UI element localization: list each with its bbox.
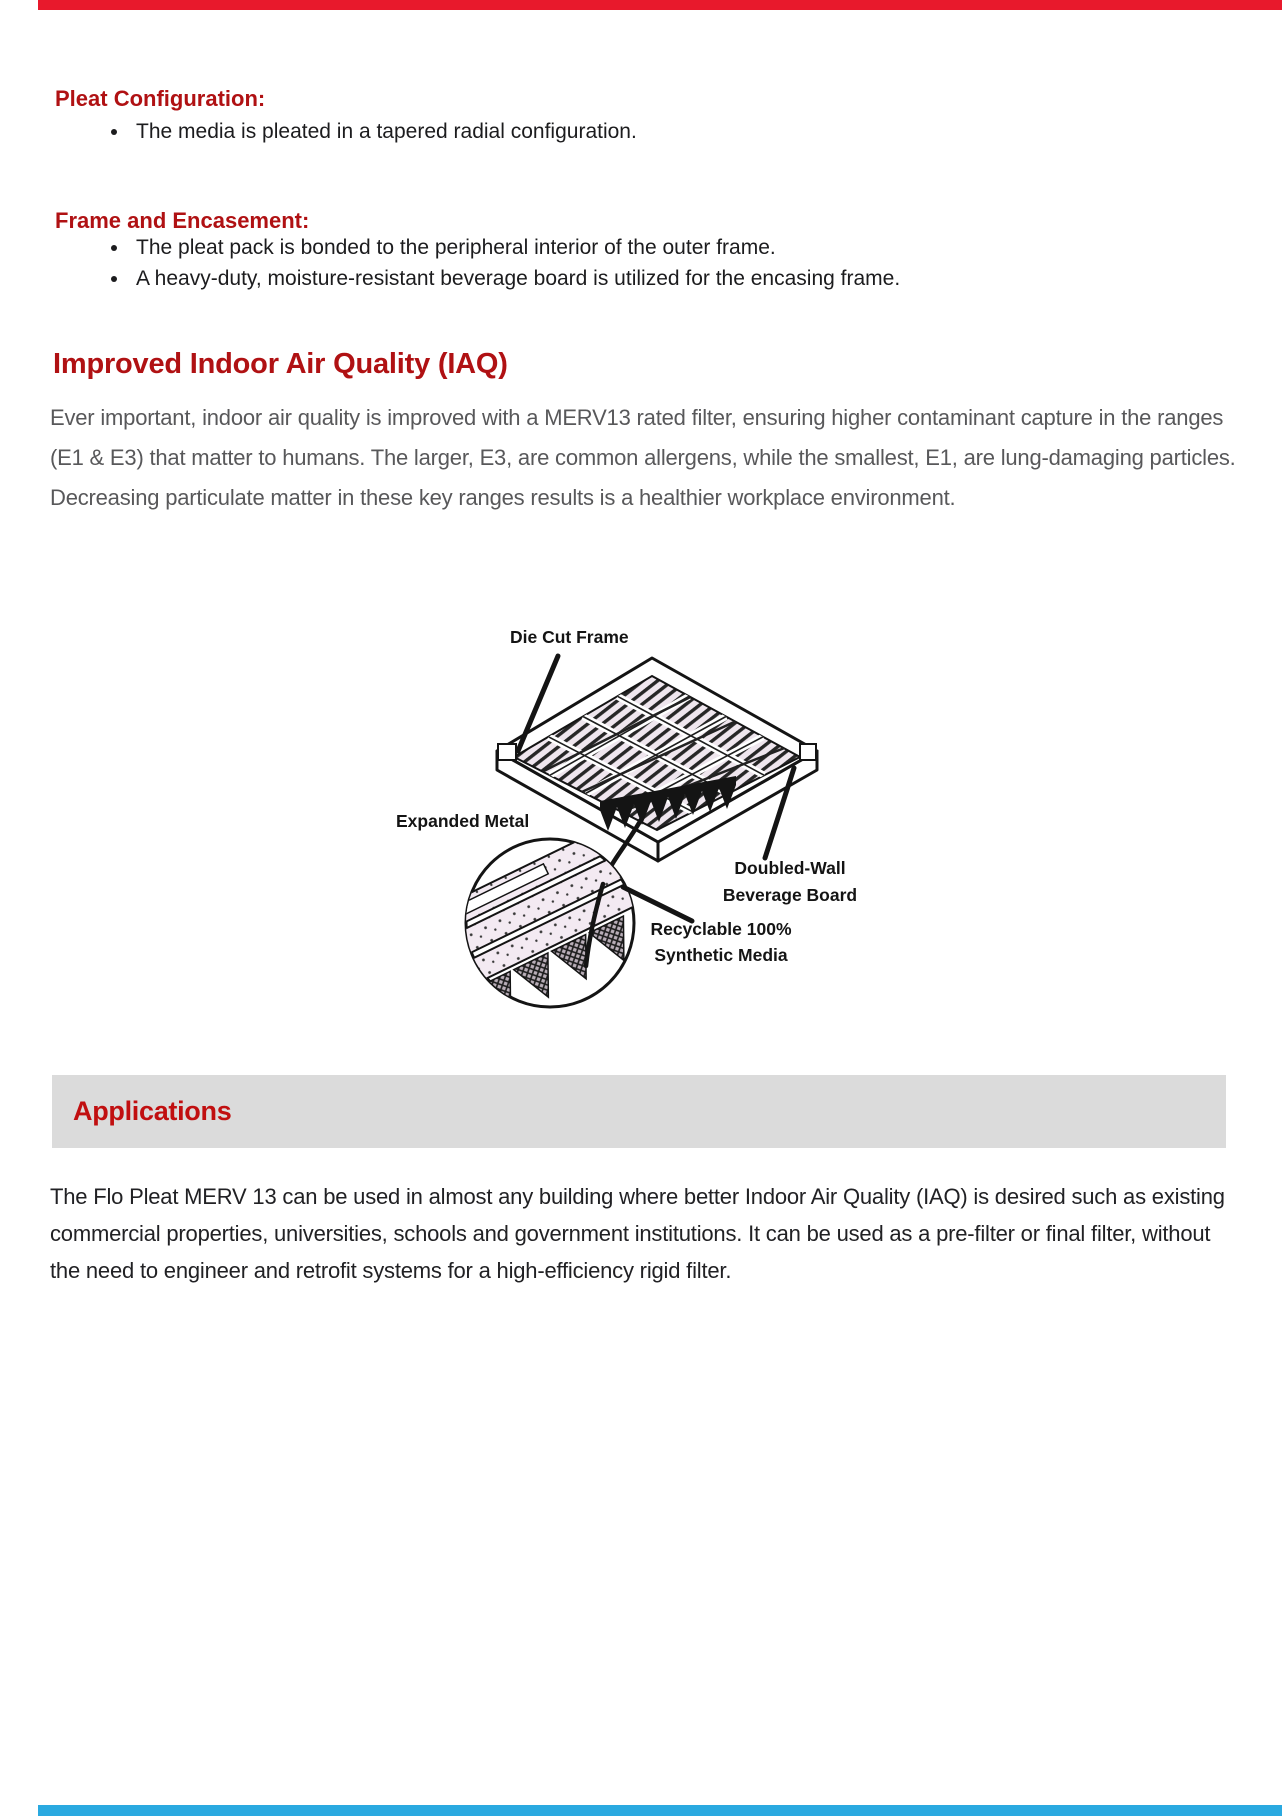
doubled-wall-label-line1: Doubled-Wall xyxy=(734,858,846,878)
list-item: • The pleat pack is bonded to the peripheral interior of the outer frame. xyxy=(130,232,900,263)
frame-encasement-list xyxy=(52,232,900,294)
heading-applications: Applications xyxy=(73,1096,232,1126)
recyclable-label-line2: Synthetic Media xyxy=(654,945,788,965)
applications-paragraph: The Flo Pleat MERV 13 can be used in almost any building where better Indoor Air Quality (IAQ) is desired such as existing commercial properties, universities, schools and government institutions. It can be used as a pre-filter or final filter, without the need to engineer and retrofit systems for a high-efficiency rigid filter. xyxy=(50,1184,1225,1283)
frame-notch-left xyxy=(498,744,516,760)
iaq-paragraph: Ever important, indoor air quality is improved with a MERV13 rated filter, ensuring higher contaminant capture in the ranges (E1 & E3) that matter to humans. The larger, E3, are common allergens, while the smallest, E1, are lung-damaging particles. Decreasing particulate matter in these key ranges results is a healthier workplace environment. xyxy=(50,405,1236,510)
doubled-wall-label-line2: Beverage Board xyxy=(722,885,858,905)
bottom-section-edge xyxy=(38,1805,1282,1816)
frame-notch-right xyxy=(800,744,816,760)
heading-pleat-configuration: Pleat Configuration: xyxy=(55,86,266,111)
list-item: • The media is pleated in a tapered radial configuration. xyxy=(130,116,637,147)
die-cut-frame-label: Die Cut Frame xyxy=(510,627,629,647)
recyclable-label-line1: Recyclable 100% xyxy=(650,919,792,939)
expanded-metal-label: Expanded Metal xyxy=(396,811,530,831)
heading-frame-and-encasement: Frame and Encasement: xyxy=(55,208,310,233)
heading-improved-iaq: Improved Indoor Air Quality (IAQ) xyxy=(53,348,508,381)
filter-diagram xyxy=(380,530,910,1010)
applications-header-bar xyxy=(52,1075,1226,1148)
pleat-configuration-list xyxy=(52,116,637,147)
list-item: • A heavy-duty, moisture-resistant beverage board is utilized for the encasing frame. xyxy=(130,263,900,294)
top-section-edge xyxy=(38,0,1282,10)
